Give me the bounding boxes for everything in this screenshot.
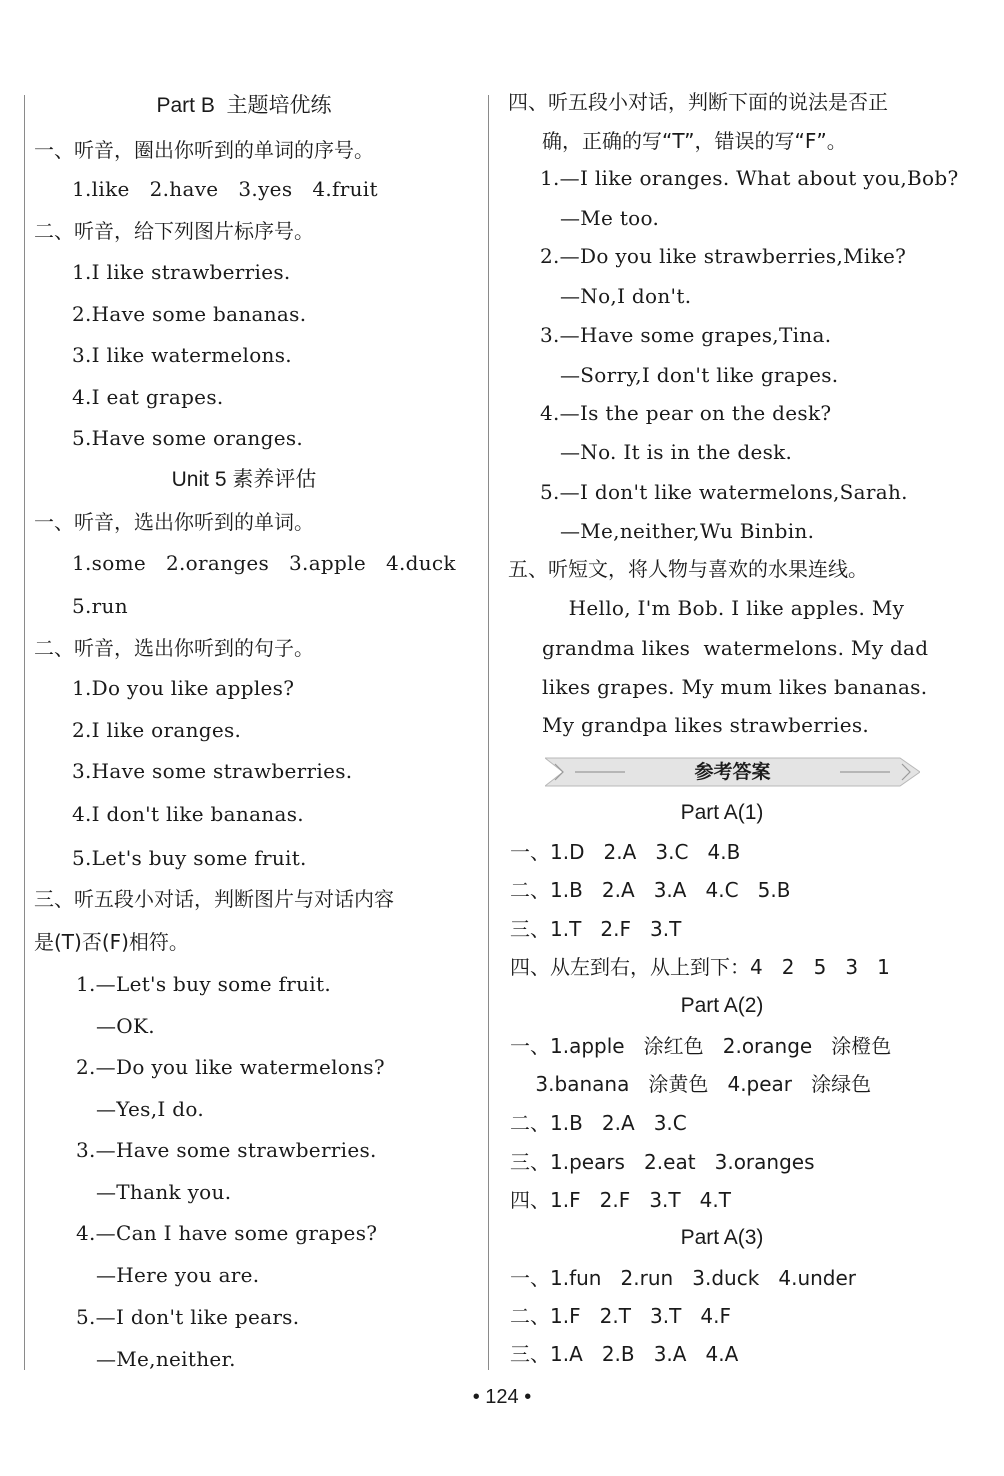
answer-line: 二、1.B 2.A 3.C bbox=[510, 1111, 687, 1135]
s5-passage-line: grandma likes watermelons. My dad bbox=[542, 636, 929, 660]
unit-title: Unit 5 素养评估 bbox=[171, 468, 317, 491]
answer-line: 三、1.T 2.F 3.T bbox=[510, 917, 682, 941]
u3-heading: 三、听五段小对话，判断图片与对话内容 bbox=[34, 887, 394, 911]
s5-heading: 五、听短文，将人物与喜欢的水果连线。 bbox=[508, 557, 868, 581]
u3-dialog-line: —OK. bbox=[76, 1014, 155, 1038]
s4-dialog-line: 2.—Do you like strawberries,Mike? bbox=[540, 244, 907, 268]
s4-dialog-line: —Me,neither,Wu Binbin. bbox=[540, 519, 815, 543]
page-number: • 124 • bbox=[472, 1386, 532, 1408]
s4-dialog-line: —Me too. bbox=[540, 206, 660, 230]
answers-part-a1-title: Part A(1) bbox=[680, 801, 764, 824]
answer-line: 一、1.D 2.A 3.C 4.B bbox=[510, 840, 741, 864]
s2-item: 5.Have some oranges. bbox=[72, 426, 304, 450]
s4-dialog-line: —Sorry,I don't like grapes. bbox=[540, 363, 839, 387]
s4-dialog-line: 5.—I don't like watermelons,Sarah. bbox=[540, 480, 908, 504]
s2-item: 2.Have some bananas. bbox=[72, 302, 307, 326]
answer-line: 二、1.B 2.A 3.A 4.C 5.B bbox=[510, 878, 791, 902]
s2-item: 3.I like watermelons. bbox=[72, 343, 292, 367]
u2-item: 3.Have some strawberries. bbox=[72, 759, 353, 783]
answer-line: 一、1.fun 2.run 3.duck 4.under bbox=[510, 1266, 857, 1290]
answers-banner bbox=[545, 756, 920, 788]
left-margin-rule bbox=[24, 95, 25, 1370]
column-divider bbox=[488, 95, 489, 1370]
s2-item: 4.I eat grapes. bbox=[72, 385, 224, 409]
u2-item: 2.I like oranges. bbox=[72, 718, 242, 742]
answer-line: 二、1.F 2.T 3.T 4.F bbox=[510, 1304, 731, 1328]
s2-item: 1.I like strawberries. bbox=[72, 260, 291, 284]
u3-dialog-line: 1.—Let's buy some fruit. bbox=[76, 972, 331, 996]
u2-item: 1.Do you like apples? bbox=[72, 676, 295, 700]
u3-dialog-line: —Yes,I do. bbox=[76, 1097, 205, 1121]
u3-dialog-line: 3.—Have some strawberries. bbox=[76, 1138, 377, 1162]
s4-dialog-line: 3.—Have some grapes,Tina. bbox=[540, 323, 832, 347]
u1-heading: 一、听音，选出你听到的单词。 bbox=[34, 510, 314, 534]
s4-heading: 确，正确的写“T”，错误的写“F”。 bbox=[542, 129, 847, 153]
s1-heading: 一、听音，圈出你听到的单词的序号。 bbox=[34, 138, 374, 162]
u3-dialog-line: —Here you are. bbox=[76, 1263, 260, 1287]
s5-passage-line: Hello, I'm Bob. I like apples. My bbox=[542, 596, 905, 620]
u3-dialog-line: —Thank you. bbox=[76, 1180, 232, 1204]
s4-dialog-line: —No. It is in the desk. bbox=[540, 440, 793, 464]
u1-items: 5.run bbox=[72, 594, 128, 618]
answers-part-a2-title: Part A(2) bbox=[680, 994, 764, 1017]
s4-dialog-line: 1.—I like oranges. What about you,Bob? bbox=[540, 166, 959, 190]
answers-part-a3-title: Part A(3) bbox=[680, 1226, 764, 1249]
u2-item: 5.Let's buy some fruit. bbox=[72, 846, 307, 870]
s2-heading: 二、听音，给下列图片标序号。 bbox=[34, 219, 314, 243]
u3-dialog-line: 5.—I don't like pears. bbox=[76, 1305, 300, 1329]
u3-heading: 是(T)否(F)相符。 bbox=[34, 930, 189, 954]
answer-line: 3.banana 涂黄色 4.pear 涂绿色 bbox=[510, 1072, 872, 1096]
answer-line: 四、从左到右，从上到下：4 2 5 3 1 bbox=[510, 955, 890, 979]
s1-items: 1.like 2.have 3.yes 4.fruit bbox=[72, 177, 378, 201]
answer-line: 三、1.A 2.B 3.A 4.A bbox=[510, 1342, 739, 1366]
part-b-title: Part B 主题培优练 bbox=[156, 94, 332, 117]
u3-dialog-line: 2.—Do you like watermelons? bbox=[76, 1055, 385, 1079]
s5-passage-line: My grandpa likes strawberries. bbox=[542, 713, 870, 737]
s5-passage-line: likes grapes. My mum likes bananas. bbox=[542, 675, 928, 699]
u2-item: 4.I don't like bananas. bbox=[72, 802, 304, 826]
answer-line: 四、1.F 2.F 3.T 4.T bbox=[510, 1188, 731, 1212]
u3-dialog-line: 4.—Can I have some grapes? bbox=[76, 1221, 378, 1245]
answers-banner-label: 参考答案 bbox=[694, 761, 771, 783]
u1-items: 1.some 2.oranges 3.apple 4.duck bbox=[72, 551, 456, 575]
s4-dialog-line: —No,I don't. bbox=[540, 284, 692, 308]
answer-line: 三、1.pears 2.eat 3.oranges bbox=[510, 1150, 815, 1174]
answer-line: 一、1.apple 涂红色 2.orange 涂橙色 bbox=[510, 1034, 892, 1058]
s4-dialog-line: 4.—Is the pear on the desk? bbox=[540, 401, 832, 425]
u2-heading: 二、听音，选出你听到的句子。 bbox=[34, 636, 314, 660]
s4-heading: 四、听五段小对话，判断下面的说法是否正 bbox=[508, 90, 888, 114]
u3-dialog-line: —Me,neither. bbox=[76, 1347, 236, 1371]
